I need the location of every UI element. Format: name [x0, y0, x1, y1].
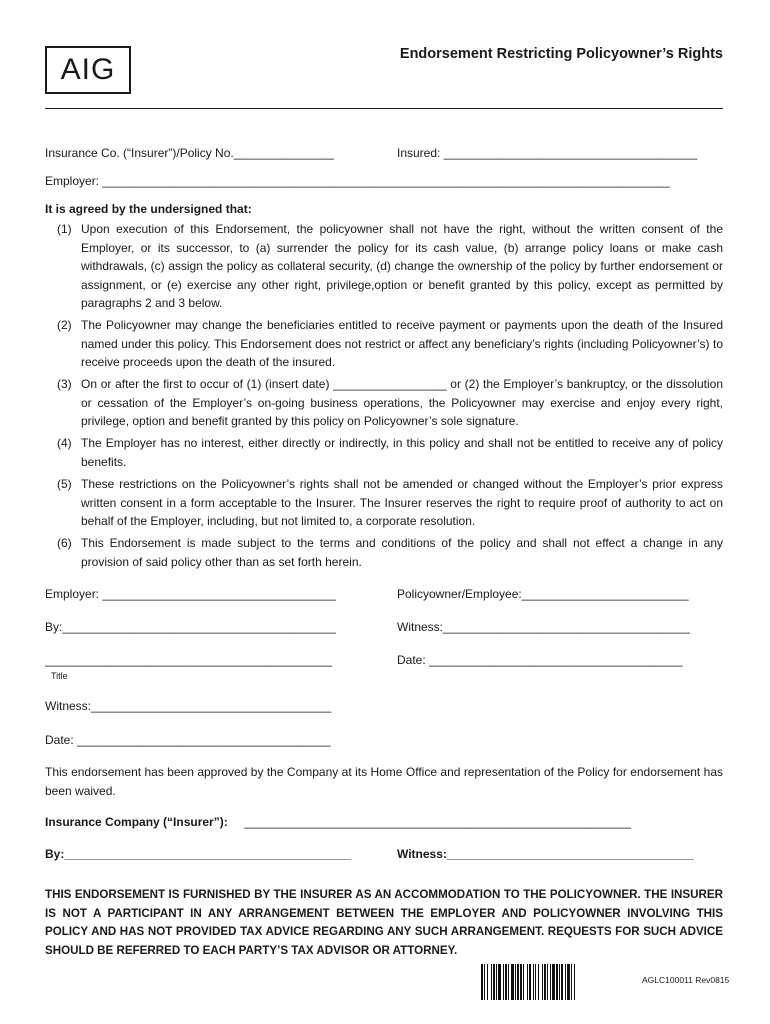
barcode-bar — [529, 964, 531, 1000]
insurer-company-field[interactable]: __________________________________________________________ — [244, 815, 632, 829]
barcode-bar — [523, 964, 524, 1000]
employer-field[interactable]: Employer: _____________________________________________________________________________________ — [45, 174, 670, 188]
barcode-bar — [493, 964, 495, 1000]
barcode-bar — [561, 964, 563, 1000]
form-code: AGLC100011 Rev0815 — [642, 975, 730, 985]
clause-number: (4) — [57, 436, 72, 450]
barcode-bar — [538, 964, 539, 1000]
clause-number: (3) — [57, 377, 72, 391]
barcode-bar — [491, 964, 492, 1000]
title-label: Title — [51, 671, 68, 681]
barcode-bar — [484, 964, 485, 1000]
barcode-bar — [527, 964, 528, 1000]
barcode-bar — [571, 964, 572, 1000]
barcode-bar — [544, 964, 546, 1000]
barcode-bar — [505, 964, 507, 1000]
barcode-bar — [515, 964, 516, 1000]
barcode-bar — [547, 964, 548, 1000]
barcode-bar — [498, 964, 501, 1000]
title-line-field[interactable]: ___________________________________________ — [45, 653, 332, 667]
policyowner-signature-field[interactable]: Policyowner/Employee:_________________________ — [397, 587, 689, 601]
barcode-bar — [481, 964, 483, 1000]
insurer-policy-field[interactable]: Insurance Co. (“Insurer”)/Policy No._______________ — [45, 146, 334, 160]
barcode-bar — [496, 964, 497, 1000]
clause-number: (5) — [57, 477, 72, 491]
clause-text: The Employer has no interest, either directly or indirectly, in this policy and shall not be entitled to receive any of policy benefits. — [81, 436, 723, 469]
clause-text: Upon execution of this Endorsement, the policyowner shall not have the right, without the written consent of the Employer, or its successor, to (a) surrender the policy for its cash value, (b) arrange policy loans or make cash withdrawals, (c) assign the policy as collateral security, (d) change the ownership of the policy by further endorsement or assignment, or (e) exercise any other right, privilege,option or benefit granted by this policy, except as permitted by paragraphs 2 and 3 below. — [81, 222, 723, 310]
employer-witness-field[interactable]: Witness:____________________________________ — [45, 699, 332, 713]
aig-logo — [45, 46, 131, 94]
employer-signature-field[interactable]: Employer: ___________________________________ — [45, 587, 336, 601]
clause-text: On or after the first to occur of (1) (insert date) _________________ or (2) the Employer’s bankruptcy, or the dissolution or cessation of the Employer’s on-going business operations, the Policyowner may exercise and enjoy every right, privilege, option and benefit granted by this policy on Policyowner’s sole signature. — [81, 377, 723, 428]
barcode-bar — [567, 964, 570, 1000]
clause-2 — [57, 316, 723, 372]
disclaimer: THIS ENDORSEMENT IS FURNISHED BY THE INSURER AS AN ACCOMMODATION TO THE POLICYOWNER. THE INSURER IS NOT A PARTICIPANT IN ANY ARRANGEMENT BETWEEN THE EMPLOYER AND POLICYOWNER INVOLVING THIS POLICY AND HAS NOT PROVIDED TAX ADVICE REGARDING ANY SUCH ARRANGEMENT. REQUESTS FOR SUCH ADVICE SHOULD BE REFERRED TO EACH PARTY’S TAX ADVISOR OR ATTORNEY. — [45, 888, 723, 957]
clause-4 — [57, 434, 723, 471]
barcode-bar — [508, 964, 509, 1000]
page-title: Endorsement Restricting Policyowner’s Rights — [399, 46, 723, 62]
approval-note: This endorsement has been approved by the Company at its Home Office and representation of the Policy for endorsement has been waived. — [45, 765, 723, 798]
insurer-by-field[interactable]: By:___________________________________________ — [45, 847, 352, 861]
clause-text: The Policyowner may change the beneficiaries entitled to receive payment or payments upon the death of the Insured named under this policy. This Endorsement does not restrict or affect any beneficiary’s rights (including Policyowner’s) to receive proceeds upon the death of the insured. — [81, 318, 723, 369]
clause-6 — [57, 534, 723, 571]
barcode-bar — [520, 964, 522, 1000]
header-divider — [45, 108, 723, 109]
insurer-witness-field[interactable]: Witness:_____________________________________ — [397, 847, 694, 861]
barcode-bar — [535, 964, 536, 1000]
clause-number: (1) — [57, 222, 72, 236]
clause-number: (6) — [57, 536, 72, 550]
agreement-heading: It is agreed by the undersigned that: — [45, 202, 252, 216]
barcode — [481, 964, 598, 1000]
barcode-bar — [559, 964, 560, 1000]
insurer-company-label: Insurance Company (“Insurer”): — [45, 815, 228, 829]
by-signature-field[interactable]: By:_________________________________________ — [45, 620, 336, 634]
clause-5 — [57, 475, 723, 531]
barcode-bar — [511, 964, 514, 1000]
barcode-bar — [550, 964, 551, 1000]
barcode-bar — [533, 964, 534, 1000]
barcode-bar — [517, 964, 519, 1000]
employer-date-field[interactable]: Date: ______________________________________ — [45, 733, 331, 747]
clause-number: (2) — [57, 318, 72, 332]
clause-3 — [57, 375, 723, 431]
clause-1 — [57, 220, 723, 313]
date-field[interactable]: Date: ______________________________________ — [397, 653, 683, 667]
barcode-bar — [542, 964, 543, 1000]
barcode-bar — [487, 964, 488, 1000]
clause-text: These restrictions on the Policyowner’s rights shall not be amended or changed without the Employer’s prior express written consent in a form acceptable to the Insurer. The Insurer reserves the right to require proof of authority to act on behalf of the Employer, including, but not limited to, a corporate resolution. — [81, 477, 723, 528]
barcode-bar — [574, 964, 575, 1000]
barcode-bar — [503, 964, 504, 1000]
witness-signature-field[interactable]: Witness:_____________________________________ — [397, 620, 690, 634]
logo-text: AIG — [60, 53, 116, 86]
insured-field[interactable]: Insured: ______________________________________ — [397, 146, 698, 160]
barcode-bar — [556, 964, 558, 1000]
barcode-bar — [565, 964, 566, 1000]
clause-text: This Endorsement is made subject to the terms and conditions of the policy and shall not effect a change in any provision of said policy other than as set forth herein. — [81, 536, 723, 569]
barcode-bar — [552, 964, 555, 1000]
